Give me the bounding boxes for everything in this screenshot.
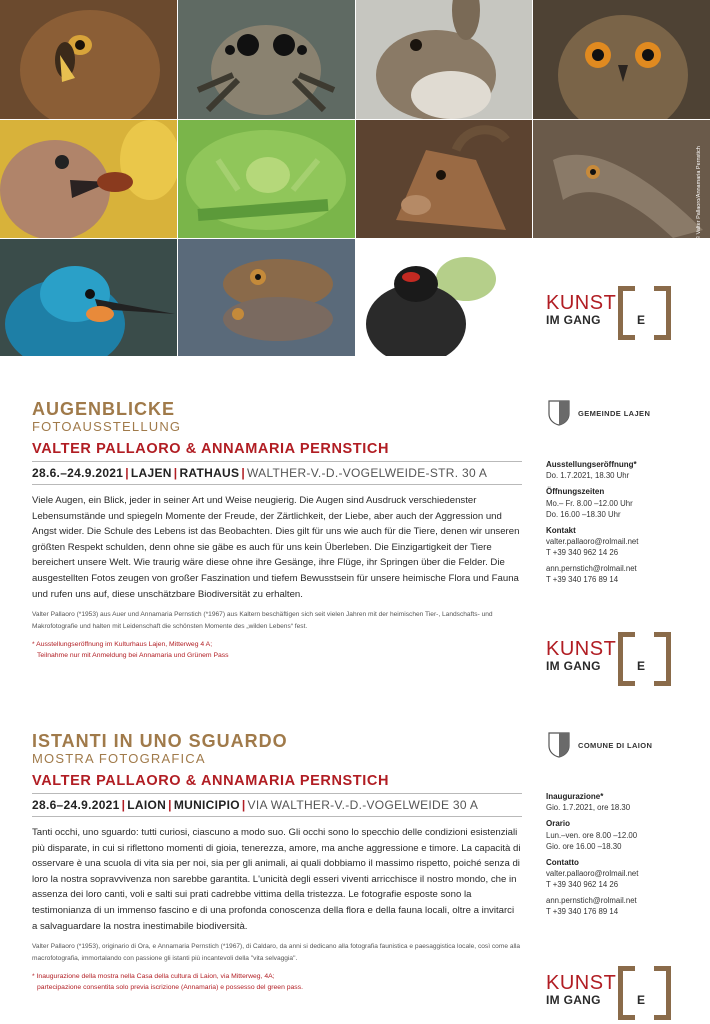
logo-bracket-right bbox=[654, 286, 671, 340]
it-contact-phone-2: T +39 340 176 89 14 bbox=[546, 906, 619, 916]
kingfisher-photo bbox=[0, 239, 177, 356]
logo-bracket-right bbox=[654, 966, 671, 1020]
it-street: VIA WALTHER-V.-D.-VOGELWEIDE 30 A bbox=[247, 798, 479, 812]
de-note-line2: Teilnahme nur mit Anmeldung bei Annamaria und Grünem Pass bbox=[37, 651, 229, 659]
it-note-line1: * Inaugurazione della mostra nella Casa della cultura di Laion, via Mitterweg, 4A; bbox=[32, 973, 275, 981]
frog-photo bbox=[178, 239, 355, 356]
de-note-line1: * Ausstellungseröffnung im Kulturhaus Lajen, Mitterweg 4 A; bbox=[32, 641, 213, 649]
comune-laion bbox=[548, 732, 652, 758]
de-opening-date: Do. 1.7.2021, 18.30 Uhr bbox=[546, 471, 630, 481]
gemeinde-label: GEMEINDE LAJEN bbox=[578, 408, 651, 418]
eagle-photo bbox=[0, 0, 177, 119]
de-contact-email-2: ann.pernstich@rolmail.net bbox=[546, 563, 637, 573]
logo-letter: E bbox=[637, 993, 646, 1007]
photo-credit-text: © Valter Pallaoro/Annamaria Pernstich bbox=[696, 146, 702, 240]
coat-of-arms-icon bbox=[548, 732, 570, 758]
it-hours-heading: Orario bbox=[546, 819, 571, 829]
de-title: AUGENBLICKE bbox=[32, 399, 176, 419]
logo-letter: E bbox=[637, 313, 646, 327]
it-contact-heading: Contatto bbox=[546, 858, 579, 868]
de-contact-phone-1: T +39 340 962 14 26 bbox=[546, 548, 619, 558]
it-venue: MUNICIPIO bbox=[173, 798, 240, 812]
jay-photo bbox=[0, 120, 177, 238]
it-hours-weekdays: Lun.–ven. ore 8.00 –12.00 bbox=[546, 830, 638, 840]
owl-photo bbox=[533, 0, 710, 119]
jumping-spider-photo bbox=[178, 0, 355, 119]
de-hours-thursday: Do. 16.00 –18.30 Uhr bbox=[546, 509, 621, 519]
viper-photo bbox=[533, 120, 710, 238]
de-opening-heading: Ausstellungseröffnung* bbox=[546, 460, 637, 469]
it-artists: VALTER PALLAORO & ANNAMARIA PERNSTICH bbox=[32, 773, 522, 794]
logo-bracket-left bbox=[618, 286, 635, 340]
german-section bbox=[32, 399, 522, 661]
de-bio: Valter Pallaoro (*1953) aus Auer und Annamaria Pernstich (*1967) aus Kaltern beschäftigen sich seit vielen Jahren mit der heimischen Tier-, Landschafts- und Makrofotografie und halten mit Leidenschaft die schönsten Momente des „wilden Lebens“ fest. bbox=[32, 611, 493, 631]
de-place: LAJEN bbox=[130, 466, 172, 480]
it-note bbox=[32, 972, 522, 993]
logo-line2: IM GANG bbox=[546, 659, 601, 673]
it-contact-phone-1: T +39 340 962 14 26 bbox=[546, 880, 619, 890]
it-opening-date: Gio. 1.7.2021, ore 18.30 bbox=[546, 803, 631, 813]
logo-line2: IM GANG bbox=[546, 313, 601, 327]
it-bio: Valter Pallaoro (*1953), originario di Ora, e Annamaria Pernstich (*1967), di Caldaro, da anni si dedicano alla fotografia faunistica e paesaggistica locale, così come alla macrofotografia, immortalando con passione gli istanti più incantevoli della "vita selvaggia". bbox=[32, 943, 521, 963]
it-note-line2: partecipazione consentita solo previa iscrizione (Annamaria) e possesso del green pass. bbox=[37, 983, 303, 991]
mantis-photo bbox=[178, 120, 355, 238]
logo-line2: IM GANG bbox=[546, 993, 601, 1007]
it-title: ISTANTI IN UNO SGUARDO bbox=[32, 731, 288, 751]
de-street: WALTHER-V.-D.-VOGELWEIDE-STR. 30 A bbox=[246, 466, 488, 480]
kunst-im-gang-logo bbox=[546, 286, 676, 336]
comune-label: COMUNE DI LAION bbox=[578, 740, 653, 750]
logo-bracket-left bbox=[618, 966, 635, 1020]
it-dateline: 28.6–24.9.2021 | LAION | MUNICIPIO | VIA WALTHER-V.-D.-VOGELWEIDE 30 A bbox=[32, 798, 522, 817]
it-contact-email-2: ann.pernstich@rolmail.net bbox=[546, 895, 637, 905]
logo-bracket-left bbox=[618, 632, 635, 686]
logo-letter: E bbox=[637, 659, 646, 673]
de-contact-heading: Kontakt bbox=[546, 526, 576, 536]
de-subtitle: FOTOAUSSTELLUNG bbox=[32, 419, 182, 434]
de-venue: RATHAUS bbox=[179, 466, 240, 480]
it-subtitle: MOSTRA FOTOGRAFICA bbox=[32, 751, 206, 766]
kunst-im-gang-logo bbox=[546, 966, 676, 1016]
de-contact-email-1: valter.pallaoro@rolmail.net bbox=[546, 537, 639, 547]
logo-line1: KUNST bbox=[546, 638, 617, 660]
de-note bbox=[32, 640, 522, 661]
de-date: 28.6.–24.9.2021 bbox=[32, 466, 124, 480]
logo-line1: KUNST bbox=[546, 972, 617, 994]
it-hours-thursday: Gio. ore 16.00 –18.30 bbox=[546, 841, 622, 851]
de-hours-weekdays: Mo.– Fr. 8.00 –12.00 Uhr bbox=[546, 498, 633, 508]
de-contact-phone-2: T +39 340 176 89 14 bbox=[546, 574, 619, 584]
it-sidebar bbox=[546, 791, 696, 917]
de-body: Viele Augen, ein Blick, jeder in seiner Art und Weise neugierig. Die Augen sind Ausdruck verschiedenster Lebensumstände und spiegeln Momente der Freude, der Zärtlichkeit, der Liebe, aber auch der Aggression und Angst wider. Die Schule des Lebens ist das Beobachten. Dies gilt für uns wie auch für die Tiere, denen wir unseren größten Respekt schulden, denn ohne sie gäbe es auch für uns kein Überleben. Die Einzigartigkeit der Tiere bereichert unsere Welt. Wie traurig wäre diese ohne ihre Gesänge, ihre Flüge, ihr Springen über die Felder. Die ausgestellten Fotos zeugen von großer Faszination und tiefem Bewusstsein für unsere heimische Flora und Fauna und rufen uns auf, diese unschätzbare Biodiversität zu erhalten. bbox=[32, 495, 520, 600]
gemeinde-lajen bbox=[548, 400, 650, 426]
hare-photo bbox=[356, 0, 532, 119]
de-dateline: 28.6.–24.9.2021 | LAJEN | RATHAUS | WALTHER-V.-D.-VOGELWEIDE-STR. 30 A bbox=[32, 466, 522, 485]
ibex-photo bbox=[356, 120, 532, 238]
grouse-photo bbox=[356, 239, 532, 356]
kunst-im-gang-logo bbox=[546, 632, 676, 682]
logo-line1: KUNST bbox=[546, 292, 617, 314]
de-artists: VALTER PALLAORO & ANNAMARIA PERNSTICH bbox=[32, 441, 522, 462]
italian-section bbox=[32, 731, 522, 993]
photo-credit bbox=[696, 130, 708, 240]
coat-of-arms-icon bbox=[548, 400, 570, 426]
de-sidebar bbox=[546, 459, 696, 585]
it-date: 28.6–24.9.2021 bbox=[32, 798, 120, 812]
logo-bracket-right bbox=[654, 632, 671, 686]
it-place: LAION bbox=[127, 798, 167, 812]
de-hours-heading: Öffnungszeiten bbox=[546, 487, 605, 497]
it-opening-heading: Inaugurazione* bbox=[546, 792, 604, 801]
it-contact-email-1: valter.pallaoro@rolmail.net bbox=[546, 869, 639, 879]
it-body: Tanti occhi, uno sguardo: tutti curiosi, ciascuno a modo suo. Gli occhi sono lo specchio delle condizioni esistenziali più disparate, in cui si riflettono momenti di gioia, tenerezza, amore, ma anche aggressione e timore. La capacità di osservare è una scuola di vita sia per noi, sia per gli animali, ai quali dobbiamo il massimo rispetto, poiché senza di loro la nostra sopravvivenza non sarebbe garantita. L'unicità degli esseri viventi arricchisce il nostro mondo, che in assenza dei loro canti, voli e salti sui prati cadrebbe vittima della tristezza. Le fotografie esposte sono la testimonianza di un immenso fascino e di una profonda conoscenza della flora e della fauna locali, oltre a invitarci a salvaguardare la nostra inestimabile biodiversità. bbox=[32, 827, 521, 932]
